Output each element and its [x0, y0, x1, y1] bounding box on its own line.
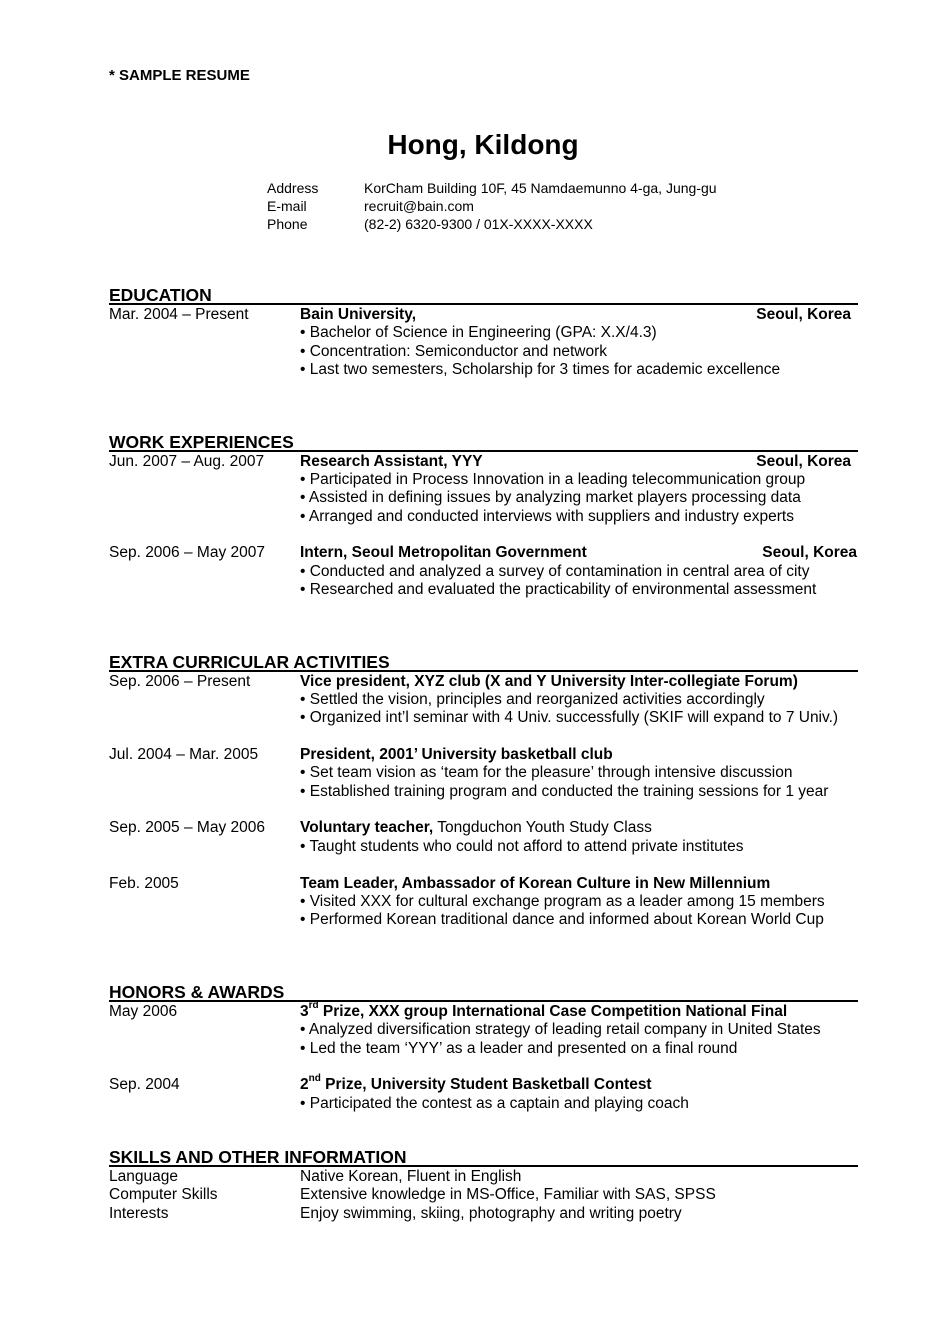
contact-phone-label: Phone — [267, 216, 308, 232]
section-title-activities: EXTRA CURRICULAR ACTIVITIES — [109, 652, 390, 672]
section-rule — [109, 1000, 858, 1002]
entry-date: Sep. 2006 – May 2007 — [109, 544, 265, 561]
entry-bullet: • Participated the contest as a captain and playing coach — [300, 1095, 689, 1112]
entry-bullet: • Conducted and analyzed a survey of contamination in central area of city — [300, 563, 810, 580]
entry-location: Seoul, Korea — [756, 306, 851, 323]
section-rule — [109, 450, 858, 452]
candidate-name: Hong, Kildong — [387, 129, 579, 160]
skill-label-computer: Computer Skills — [109, 1186, 218, 1203]
entry-date: May 2006 — [109, 1003, 178, 1020]
skill-value-interests: Enjoy swimming, skiing, photography and writing poetry — [300, 1205, 682, 1222]
entry-bullet: • Set team vision as ‘team for the pleasure’ through intensive discussion — [300, 764, 793, 781]
entry-date: Sep. 2004 — [109, 1076, 180, 1093]
entry-date: Jun. 2007 – Aug. 2007 — [109, 453, 265, 470]
entry-bullet: • Visited XXX for cultural exchange program as a leader among 15 members — [300, 893, 825, 910]
entry-date: Mar. 2004 – Present — [109, 306, 249, 323]
entry-location: Seoul, Korea — [756, 453, 851, 470]
entry-bullet: • Researched and evaluated the practicability of environmental assessment — [300, 581, 817, 598]
entry-title: President, 2001’ University basketball club — [300, 746, 613, 763]
award-name: Prize, University Student Basketball Contest — [320, 1076, 652, 1093]
sample-resume-note: * SAMPLE RESUME — [109, 67, 250, 84]
contact-address-label: Address — [267, 180, 319, 196]
skill-label-interests: Interests — [109, 1205, 169, 1222]
entry-bullet: • Organized int’l seminar with 4 Univ. successfully (SKIF will expand to 7 Univ.) — [300, 709, 839, 726]
entry-bullet: • Performed Korean traditional dance and informed about Korean World Cup — [300, 911, 824, 928]
contact-email-label: E-mail — [267, 198, 307, 214]
skill-value-language: Native Korean, Fluent in English — [300, 1168, 522, 1185]
entry-title: Research Assistant, YYY — [300, 453, 483, 470]
entry-title: Intern, Seoul Metropolitan Government — [300, 544, 587, 561]
entry-bullet: • Established training program and conducted the training sessions for 1 year — [300, 783, 829, 800]
section-title-skills: SKILLS AND OTHER INFORMATION — [109, 1147, 407, 1167]
section-rule — [109, 1165, 858, 1167]
entry-bullet: • Last two semesters, Scholarship for 3 times for academic excellence — [300, 361, 781, 378]
entry-title-role: Voluntary teacher, — [300, 819, 434, 836]
entry-title-detail: Tongduchon Youth Study Class — [433, 819, 652, 836]
section-rule — [109, 303, 858, 305]
entry-title — [300, 1072, 652, 1094]
award-rank: 3 — [300, 1003, 309, 1020]
entry-date: Sep. 2006 – Present — [109, 673, 251, 690]
entry-title: Bain University, — [300, 306, 417, 323]
section-title-honors: HONORS & AWARDS — [109, 982, 285, 1002]
entry-title — [300, 819, 652, 837]
entry-date: Feb. 2005 — [109, 875, 179, 892]
award-rank-suffix: rd — [308, 999, 319, 1011]
entry-bullet: • Settled the vision, principles and reorganized activities accordingly — [300, 691, 765, 708]
entry-title: Vice president, XYZ club (X and Y University Inter-collegiate Forum) — [300, 673, 798, 690]
contact-email-value: recruit@bain.com — [364, 198, 474, 214]
entry-bullet: • Bachelor of Science in Engineering (GPA: X.X/4.3) — [300, 324, 657, 341]
entry-bullet: • Concentration: Semiconductor and network — [300, 343, 607, 360]
entry-date: Sep. 2005 – May 2006 — [109, 819, 265, 836]
section-title-education: EDUCATION — [109, 285, 212, 305]
skill-value-computer: Extensive knowledge in MS-Office, Familiar with SAS, SPSS — [300, 1186, 716, 1203]
entry-bullet: • Participated in Process Innovation in a leading telecommunication group — [300, 471, 806, 488]
skill-label-language: Language — [109, 1168, 178, 1185]
entry-bullet: • Taught students who could not afford to attend private institutes — [300, 838, 744, 855]
contact-phone-value: (82-2) 6320-9300 / 01X-XXXX-XXXX — [364, 216, 593, 232]
section-title-work: WORK EXPERIENCES — [109, 432, 294, 452]
entry-bullet: • Led the team ‘YYY’ as a leader and presented on a final round — [300, 1040, 738, 1057]
entry-bullet: • Arranged and conducted interviews with suppliers and industry experts — [300, 508, 794, 525]
section-rule — [109, 670, 858, 672]
entry-title — [300, 999, 788, 1021]
entry-bullet: • Analyzed diversification strategy of leading retail company in United States — [300, 1021, 821, 1038]
entry-bullet: • Assisted in defining issues by analyzing market players processing data — [300, 489, 801, 506]
entry-title: Team Leader, Ambassador of Korean Culture in New Millennium — [300, 875, 771, 892]
contact-address-value: KorCham Building 10F, 45 Namdaemunno 4-ga, Jung-gu — [364, 180, 717, 196]
entry-location: Seoul, Korea — [762, 544, 857, 561]
award-rank-suffix: nd — [308, 1072, 321, 1084]
award-name: Prize, XXX group International Case Competition National Final — [318, 1003, 788, 1020]
award-rank: 2 — [300, 1076, 309, 1093]
entry-date: Jul. 2004 – Mar. 2005 — [109, 746, 259, 763]
